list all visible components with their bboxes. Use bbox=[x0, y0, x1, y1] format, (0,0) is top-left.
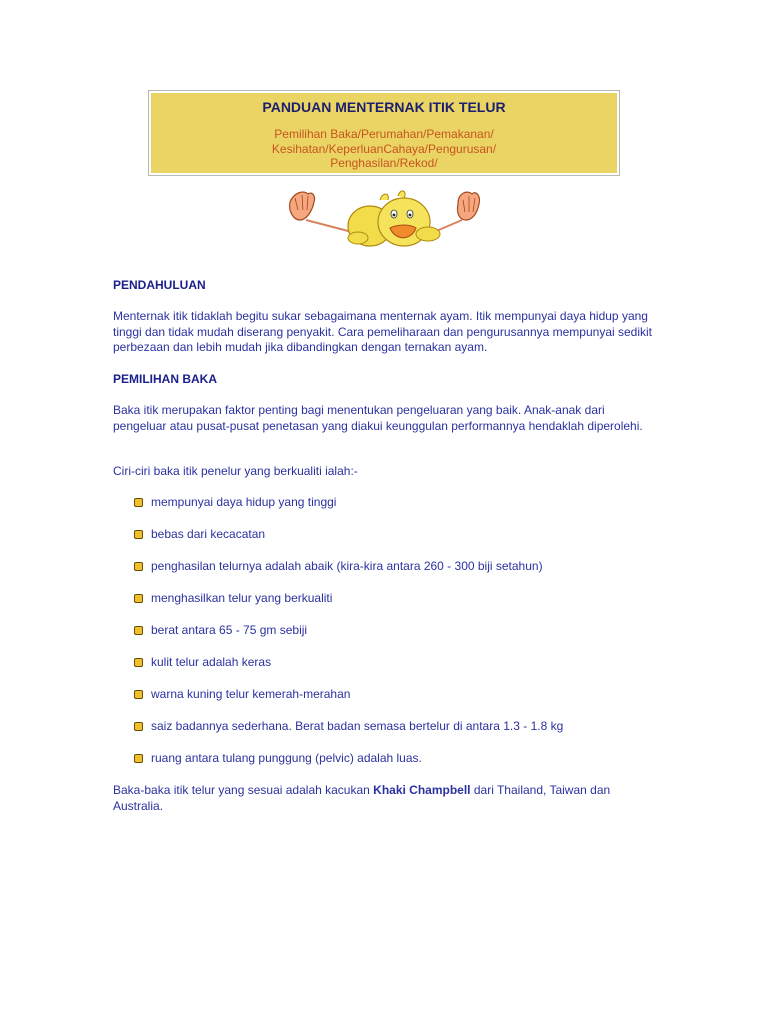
square-bullet-icon bbox=[134, 690, 143, 699]
list-item-text: saiz badannya sederhana. Berat badan semasa bertelur di antara 1.3 - 1.8 kg bbox=[151, 719, 564, 733]
square-bullet-icon bbox=[134, 562, 143, 571]
closing-text-before: Baka-baka itik telur yang sesuai adalah kacukan bbox=[113, 783, 374, 797]
right-foot-icon bbox=[434, 192, 479, 232]
section-heading-pemilihan-baka: PEMILIHAN BAKA bbox=[113, 372, 217, 386]
criteria-intro: Ciri-ciri baka itik penelur yang berkualiti ialah:- bbox=[113, 464, 358, 478]
list-item bbox=[134, 591, 332, 606]
header-box bbox=[148, 90, 620, 176]
list-item bbox=[134, 719, 563, 734]
list-item bbox=[134, 495, 336, 510]
topic-line-2: Kesihatan/KeperluanCahaya/Pengurusan/ bbox=[271, 141, 497, 156]
breed-name: Khaki Champbell bbox=[373, 783, 471, 797]
square-bullet-icon bbox=[134, 722, 143, 731]
square-bullet-icon bbox=[134, 498, 143, 507]
duck-illustration bbox=[286, 188, 482, 252]
intro-paragraph: Menternak itik tidaklah begitu sukar sebagaimana menternak ayam. Itik mempunyai daya hidup yang tinggi dan tidak mudah diserang penyakit. Cara pemeliharaan dan pengurusannya mempunyai sedikit perbezaan dan lebih mudah jika dibandingkan dengan ternakan ayam. bbox=[113, 309, 653, 355]
list-item-text: berat antara 65 - 75 gm sebiji bbox=[151, 623, 308, 637]
section-heading-pendahuluan: PENDAHULUAN bbox=[113, 278, 206, 292]
breed-paragraph: Baka itik merupakan faktor penting bagi menentukan pengeluaran yang baik. Anak-anak dari pengeluar atau pusat-pusat penetasan yang diakui keunggulan performannya hendaklah diperolehi. bbox=[113, 403, 643, 433]
topic-line-3: Penghasilan/Rekod/ bbox=[330, 156, 438, 170]
list-item bbox=[134, 527, 265, 542]
list-item bbox=[134, 751, 422, 766]
list-item-text: bebas dari kecacatan bbox=[151, 527, 266, 541]
closing-paragraph bbox=[113, 783, 633, 814]
topic-line-1: Pemilihan Baka/Perumahan/Pemakanan/ bbox=[274, 127, 494, 141]
page-title: PANDUAN MENTERNAK ITIK TELUR bbox=[262, 99, 506, 115]
list-item bbox=[134, 687, 350, 702]
header-panel bbox=[151, 93, 617, 173]
square-bullet-icon bbox=[134, 530, 143, 539]
list-item-text: menghasilkan telur yang berkualiti bbox=[151, 591, 333, 605]
list-item-text: ruang antara tulang punggung (pelvic) adalah luas. bbox=[151, 751, 422, 765]
square-bullet-icon bbox=[134, 658, 143, 667]
closing-text-after: dari Thailand, Taiwan dan Australia. bbox=[113, 783, 611, 813]
left-foot-icon bbox=[290, 192, 352, 232]
list-item bbox=[134, 559, 543, 574]
list-item-text: penghasilan telurnya adalah abaik (kira-kira antara 260 - 300 biji setahun) bbox=[151, 559, 543, 573]
square-bullet-icon bbox=[134, 594, 143, 603]
topic-list bbox=[151, 127, 617, 171]
square-bullet-icon bbox=[134, 626, 143, 635]
list-item bbox=[134, 623, 307, 638]
list-item-text: warna kuning telur kemerah-merahan bbox=[151, 687, 351, 701]
list-item-text: kulit telur adalah keras bbox=[151, 655, 272, 669]
square-bullet-icon bbox=[134, 754, 143, 763]
list-item-text: mempunyai daya hidup yang tinggi bbox=[151, 495, 337, 509]
list-item bbox=[134, 655, 271, 670]
